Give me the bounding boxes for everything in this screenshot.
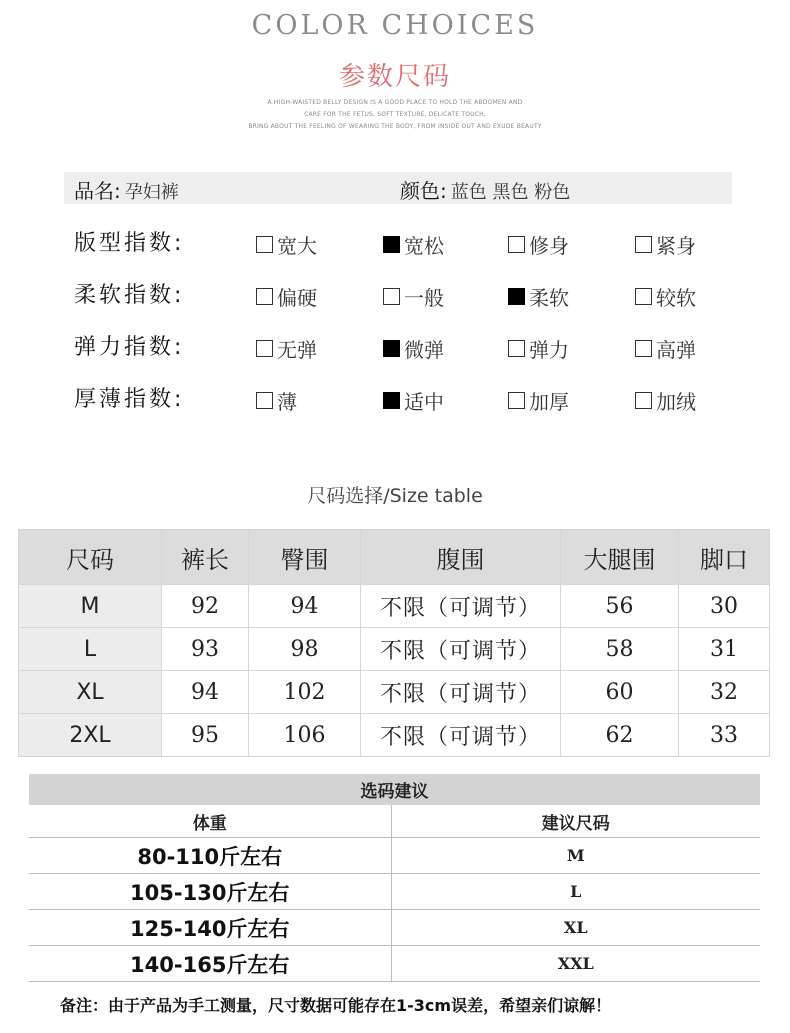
option-label: 适中: [404, 390, 444, 414]
attribute-label: 柔软指数:: [74, 283, 185, 308]
size-table-header: 裤长: [162, 530, 249, 585]
recommendation-title: 选码建议: [29, 774, 760, 805]
belly-cell: 不限（可调节）: [361, 585, 561, 628]
option-label: 微弹: [404, 338, 444, 362]
thigh-cell: 62: [561, 714, 679, 757]
attribute-row-thickness: [0, 380, 790, 416]
product-color-value: 蓝色 黑色 粉色: [450, 182, 571, 203]
option-item: [256, 282, 317, 311]
size-table-header: 臀围: [249, 530, 361, 585]
table-row: [19, 714, 770, 757]
table-row: [19, 585, 770, 628]
size-table-header: 脚口: [679, 530, 770, 585]
size-cell: L: [19, 628, 162, 671]
checkbox-icon: [635, 288, 652, 305]
option-label: 偏硬: [277, 286, 317, 310]
table-row: [29, 910, 760, 946]
option-label: 无弹: [277, 338, 317, 362]
size-table: [18, 529, 770, 757]
tagline-line-1: A HIGH-WAISTED BELLY DESIGN IS A GOOD PLACE TO HOLD THE ABDOMEN AND: [267, 99, 523, 106]
option-label: 柔软: [529, 286, 569, 310]
size-table-header: 尺码: [19, 530, 162, 585]
checkbox-icon: [256, 392, 273, 409]
hip-cell: 102: [249, 671, 361, 714]
checkbox-icon: [383, 288, 400, 305]
hem-cell: 30: [679, 585, 770, 628]
product-name: [74, 175, 179, 204]
checkbox-icon: [635, 340, 652, 357]
hip-cell: 94: [249, 585, 361, 628]
checkbox-icon: [383, 340, 400, 357]
option-item: [635, 334, 696, 363]
checkbox-icon: [635, 236, 652, 253]
header-title-cn: 参数尺码: [338, 62, 451, 92]
size-cell: M: [19, 585, 162, 628]
option-label: 薄: [277, 390, 297, 414]
checkbox-icon: [635, 392, 652, 409]
checkbox-icon: [508, 288, 525, 305]
size-cell: XL: [19, 671, 162, 714]
option-label: 高弹: [656, 338, 696, 362]
length-cell: 92: [162, 585, 249, 628]
product-colors: [400, 175, 570, 204]
suggested-size-cell: M: [391, 838, 760, 874]
weight-cell: 105-130斤左右: [29, 874, 391, 910]
option-item: [256, 230, 317, 259]
option-label: 弹力: [529, 338, 569, 362]
suggested-size-cell: XXL: [391, 946, 760, 982]
option-item: [383, 386, 444, 415]
attribute-row-softness: [0, 276, 790, 312]
checkbox-icon: [508, 340, 525, 357]
weight-cell: 80-110斤左右: [29, 838, 391, 874]
measurement-note: 备注：由于产品为手工测量，尺寸数据可能存在1-3cm误差，希望亲们谅解！: [60, 996, 612, 1015]
option-label: 宽大: [277, 234, 317, 258]
checkbox-icon: [256, 288, 273, 305]
header-title-en: COLOR CHOICES: [251, 10, 539, 41]
option-item: [508, 230, 569, 259]
hem-cell: 32: [679, 671, 770, 714]
size-table-header: 大腿围: [561, 530, 679, 585]
checkbox-icon: [256, 236, 273, 253]
option-item: [256, 334, 317, 363]
size-table-title: 尺码选择/Size table: [307, 485, 483, 507]
attribute-label: 版型指数:: [74, 231, 185, 256]
hip-cell: 98: [249, 628, 361, 671]
hip-cell: 106: [249, 714, 361, 757]
size-recommendation-table: [29, 774, 760, 982]
option-label: 加厚: [529, 390, 569, 414]
size-table-header: 腹围: [361, 530, 561, 585]
recommendation-header-row: [29, 805, 760, 838]
product-color-label: 颜色:: [400, 179, 447, 203]
suggested-size-cell: XL: [391, 910, 760, 946]
option-item: [383, 230, 444, 259]
tagline-line-2: CARE FOR THE FETUS, SOFT TEXTURE, DELICATE TOUCH,: [304, 111, 486, 118]
recommendation-title-row: [29, 774, 760, 805]
size-table-header-row: [19, 530, 770, 585]
suggested-size-header: 建议尺码: [391, 805, 760, 838]
thigh-cell: 58: [561, 628, 679, 671]
length-cell: 94: [162, 671, 249, 714]
belly-cell: 不限（可调节）: [361, 628, 561, 671]
tagline-line-3: BRING ABOUT THE FEELING OF WEARING THE BODY, FROM INSIDE OUT AND EXUDE BEAUTY: [248, 123, 542, 130]
product-info-bar: [64, 172, 732, 204]
option-item: [635, 230, 696, 259]
table-row: [29, 946, 760, 982]
size-cell: 2XL: [19, 714, 162, 757]
weight-header: 体重: [29, 805, 391, 838]
option-label: 紧身: [656, 234, 696, 258]
product-name-value: 孕妇裤: [124, 182, 179, 203]
option-item: [508, 282, 569, 311]
checkbox-icon: [508, 236, 525, 253]
length-cell: 93: [162, 628, 249, 671]
thigh-cell: 60: [561, 671, 679, 714]
table-row: [19, 628, 770, 671]
checkbox-icon: [383, 392, 400, 409]
attribute-row-fit: [0, 224, 790, 260]
option-label: 修身: [529, 234, 569, 258]
option-item: [508, 386, 569, 415]
option-item: [635, 386, 696, 415]
hem-cell: 33: [679, 714, 770, 757]
thigh-cell: 56: [561, 585, 679, 628]
length-cell: 95: [162, 714, 249, 757]
table-row: [29, 838, 760, 874]
table-row: [19, 671, 770, 714]
belly-cell: 不限（可调节）: [361, 671, 561, 714]
option-label: 宽松: [404, 234, 444, 258]
belly-cell: 不限（可调节）: [361, 714, 561, 757]
option-label: 加绒: [656, 390, 696, 414]
option-label: 较软: [656, 286, 696, 310]
checkbox-icon: [508, 392, 525, 409]
checkbox-icon: [383, 236, 400, 253]
option-item: [256, 386, 297, 415]
option-item: [508, 334, 569, 363]
table-row: [29, 874, 760, 910]
option-label: 一般: [404, 286, 444, 310]
suggested-size-cell: L: [391, 874, 760, 910]
attribute-label: 弹力指数:: [74, 335, 185, 360]
option-item: [383, 334, 444, 363]
checkbox-icon: [256, 340, 273, 357]
option-item: [635, 282, 696, 311]
attribute-label: 厚薄指数:: [74, 387, 185, 412]
option-item: [383, 282, 444, 311]
weight-cell: 125-140斤左右: [29, 910, 391, 946]
weight-cell: 140-165斤左右: [29, 946, 391, 982]
hem-cell: 31: [679, 628, 770, 671]
attribute-row-elasticity: [0, 328, 790, 364]
product-name-label: 品名:: [74, 179, 121, 203]
